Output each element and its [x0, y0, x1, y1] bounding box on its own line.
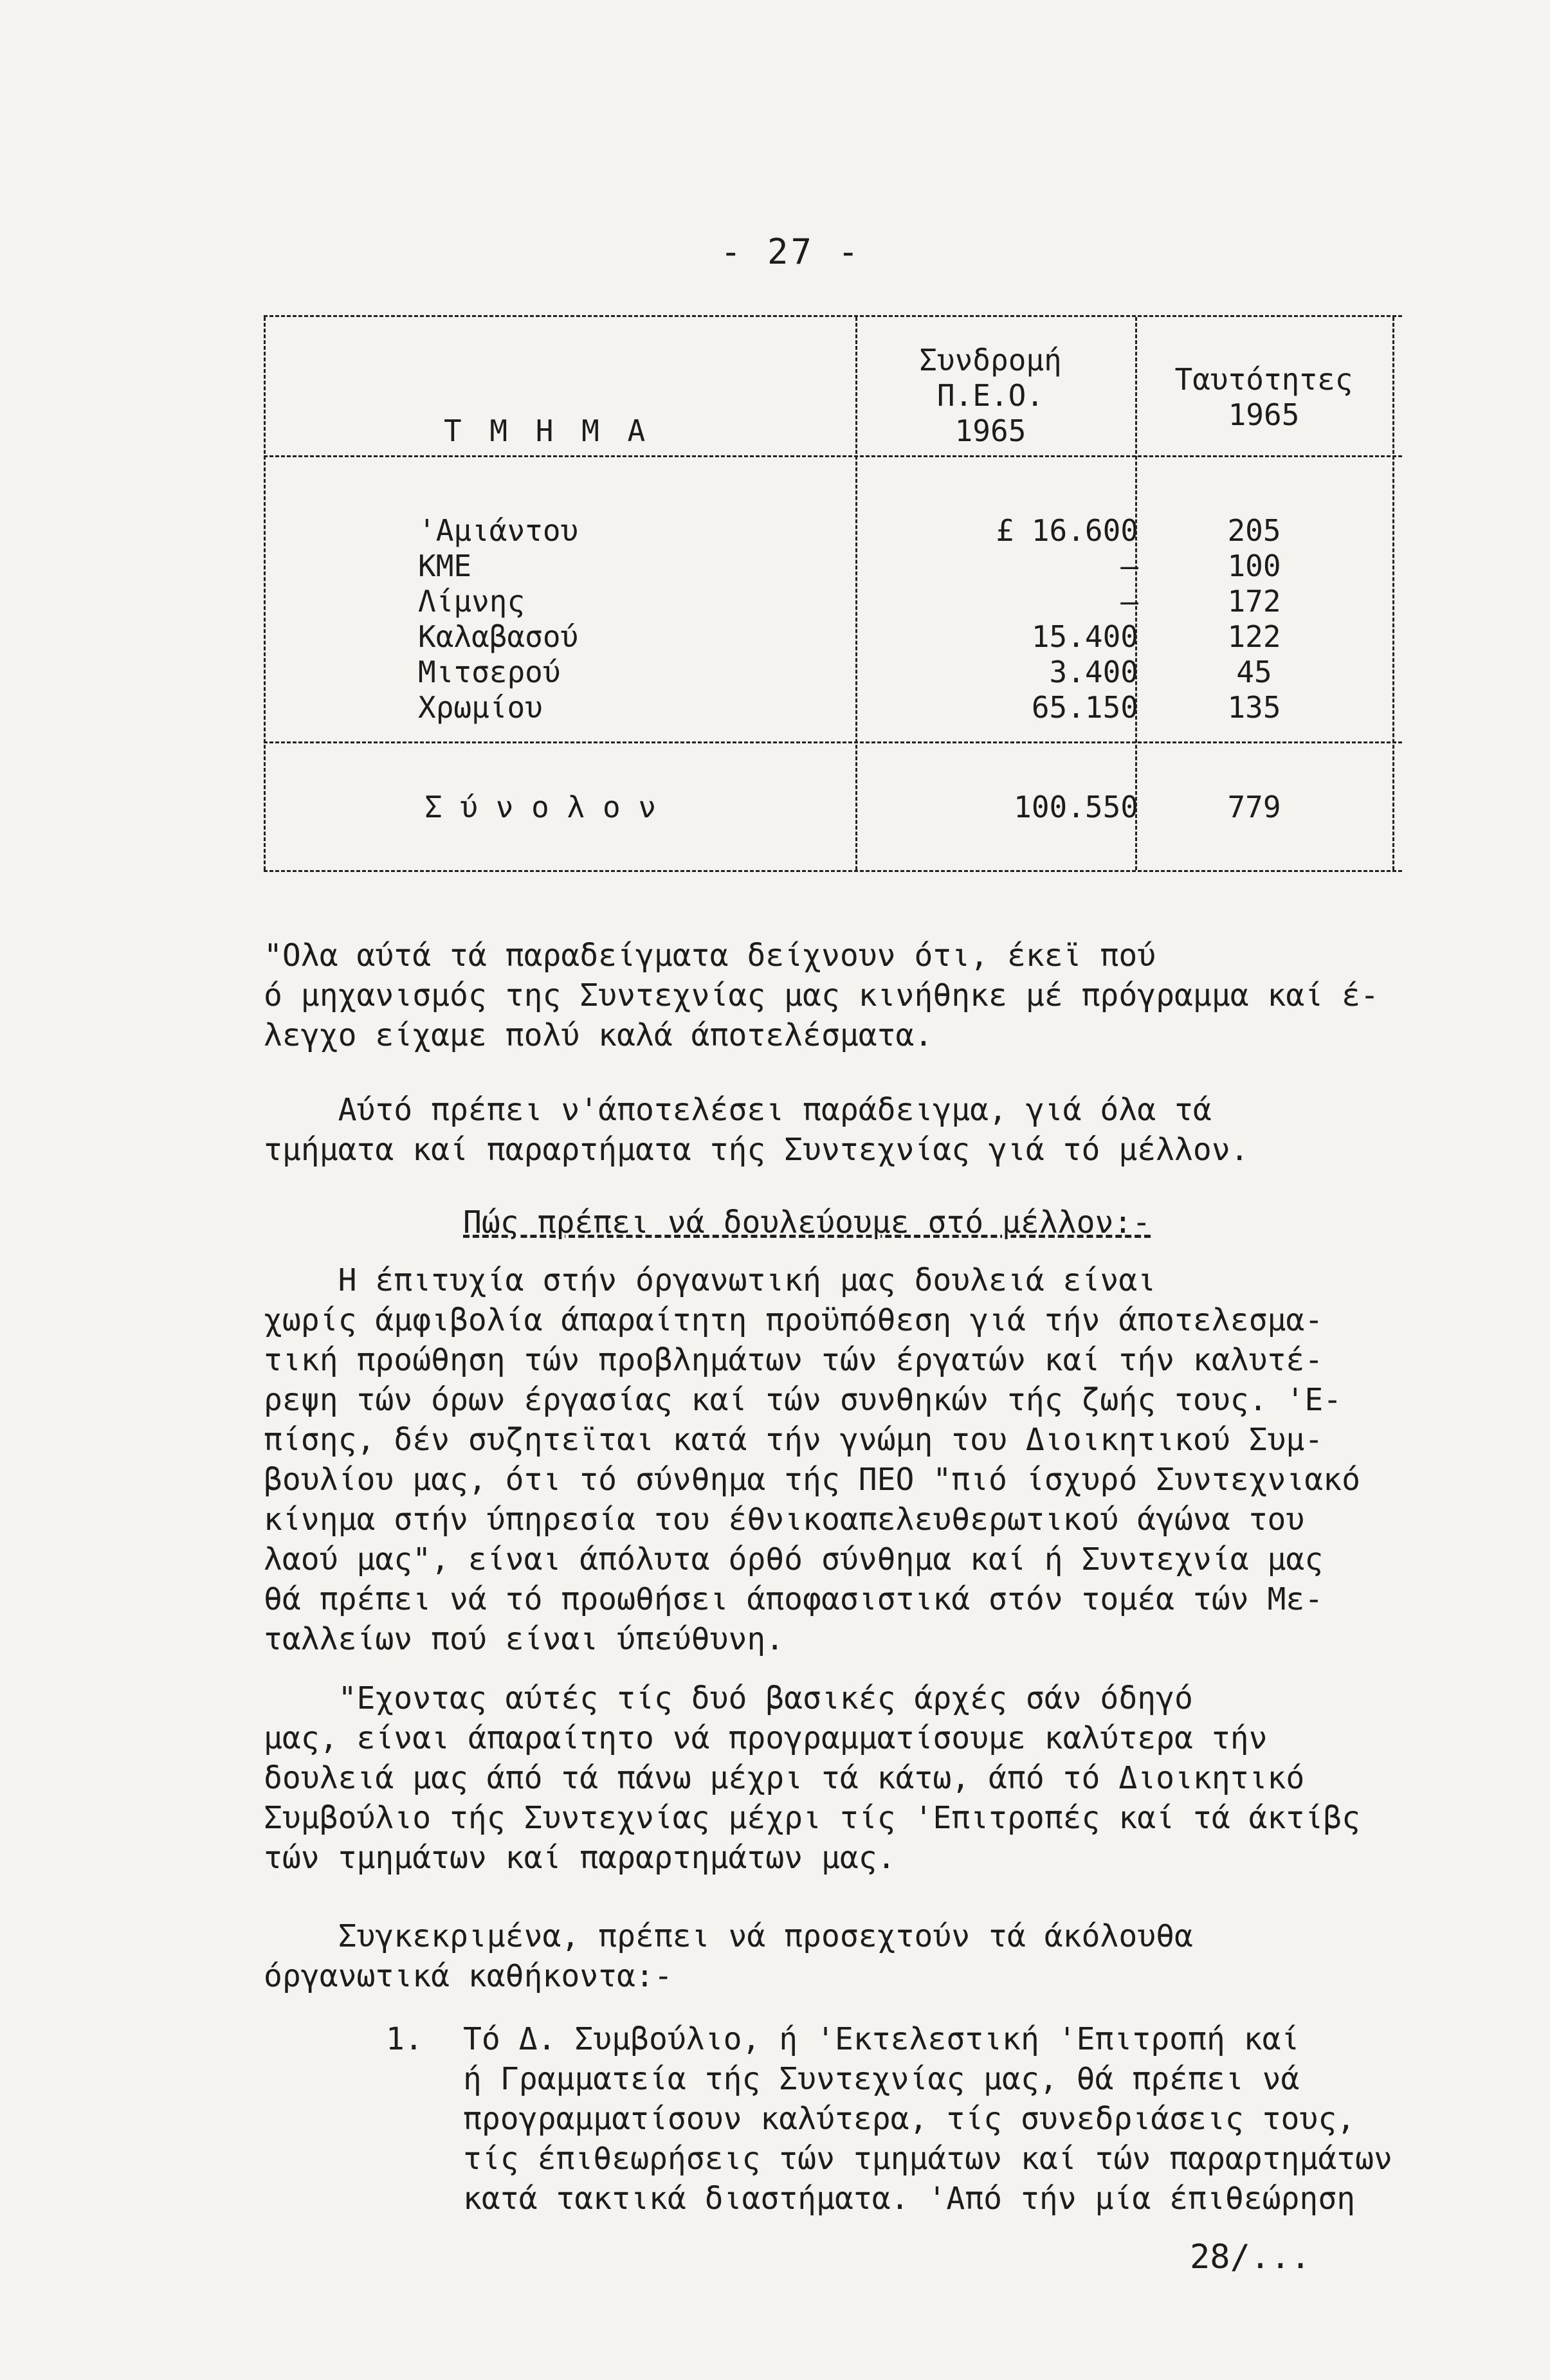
section-heading: Πώς πρέπει νά δουλεύουμε στό μέλλον:- [463, 1204, 1151, 1240]
statistics-table [264, 315, 1402, 872]
header-ident-line1: Ταυτότητες [1174, 362, 1353, 397]
table-total-divider [264, 741, 1402, 743]
paragraph-basic-principles: "Εχοντας αύτές τίς δυό βασικές άρχές σάν όδηγό μας, είναι άπαραίτητο νά προγραμματίσουμε καλύτερα τήν δουλειά μας άπό τά πάνω μέχρι τά κάτω, άπό τό Διοικητικό Συμβούλιο τής Συντεχνίας μέχρι τίς 'Επιτροπές καί τά άκτίβς τών τμημάτων καί παραρτημάτων μας. [264, 1680, 1361, 1876]
page-number: - 27 - [720, 232, 862, 272]
total-fee: 100.550 [1014, 790, 1138, 824]
row-ident: 122 [1227, 619, 1281, 654]
row-dept: ΚΜΕ [418, 549, 472, 583]
row-ident: 100 [1227, 549, 1281, 583]
header-fee-line1: Συνδρομή [919, 343, 1062, 377]
paragraph-tasks-intro: Συγκεκριμένα, πρέπει νά προσεχτούν τά άκόλουθα όργανωτικά καθήκοντα:- [264, 1918, 1193, 1994]
table-border-right [1392, 317, 1394, 870]
row-fee: 3.400 [1049, 655, 1138, 689]
row-dept: Λίμνης [418, 584, 525, 619]
row-dept: Καλαβασού [418, 619, 579, 654]
paragraph-examples: "Ολα αύτά τά παραδείγματα δείχνουν ότι, έκεϊ πού ό μηχανισμός της Συντεχνίας μας κινήθηκε μέ πρόγραμμα καί έ- λεγχο είχαμε πολύ καλά άποτελέσματα. [264, 938, 1379, 1053]
paragraph-example-lesson: Αύτό πρέπει ν'άποτελέσει παράδειγμα, γιά όλα τά τμήματα καί παραρτήματα τής Συντεχνίας γιά τό μέλλον. [264, 1092, 1249, 1168]
table-border-left [264, 317, 266, 870]
total-ident: 779 [1227, 790, 1281, 824]
list-item-text: Τό Δ. Συμβούλιο, ή 'Εκτελεστική 'Επιτροπή καί ή Γραμματεία τής Συντεχνίας μας, θά πρέπει νά προγραμματίσουν καλύτερα, τίς συνεδριάσεις τους, τίς έπιθεωρήσεις τών τμημάτων καί τών παραρτημάτων κατά τακτικά διαστήματα. 'Από τήν μία έπιθεώρηση [463, 2021, 1392, 2217]
row-ident: 205 [1227, 513, 1281, 548]
continuation-marker: 28/... [1190, 2238, 1311, 2276]
header-fee-line3: 1965 [954, 413, 1026, 448]
row-ident: 45 [1236, 655, 1272, 689]
header-department: Τ Μ Η Μ Α [444, 413, 651, 448]
row-fee: — [1120, 584, 1138, 619]
total-label: Σ ύ ν ο λ ο ν [424, 790, 657, 824]
row-dept: 'Αμιάντου [418, 513, 579, 548]
row-fee: 65.150 [1031, 690, 1138, 725]
header-fee-line2: Π.Ε.Ο. [936, 378, 1044, 413]
table-divider-1 [855, 317, 857, 870]
row-fee: £ 16.600 [996, 513, 1138, 548]
row-dept: Χρωμίου [418, 690, 543, 725]
row-fee: 15.400 [1031, 619, 1138, 654]
table-header-divider [264, 455, 1402, 457]
list-item-number: 1. [386, 2021, 423, 2057]
row-fee: — [1120, 549, 1138, 583]
paragraph-organisational-success: Η έπιτυχία στήν όργανωτική μας δουλειά είναι χωρίς άμφιβολία άπαραίτητη προϋπόθεση γιά τήν άποτελεσμα- τική προώθηση τών προβλημάτων τών έργατών καί τήν καλυτέ- ρεψη τών όρων έργασίας καί τών συνθηκών τής ζωής τους. 'Ε- πίσης, δέν συζητεϊται κατά τήν γνώμη του Διοικητικού Συμ- βουλίου μας, ότι τό σύνθημα τής ΠΕΟ "πιό ίσχυρό Συντεχνιακό κίνημα στήν ύπηρεσία του έθνικοαπελευθερωτικού άγώνα του λαού μας", είναι άπόλυτα όρθό σύνθημα καί ή Συντεχνία μας θά πρέπει νά τό προωθήσει άποφασιστικά στόν τομέα τών Με- ταλλείων πού είναι ύπεύθυνη. [264, 1262, 1361, 1657]
header-ident-line2: 1965 [1228, 397, 1300, 432]
row-ident: 135 [1227, 690, 1281, 725]
row-dept: Μιτσερού [418, 655, 561, 689]
row-ident: 172 [1227, 584, 1281, 619]
